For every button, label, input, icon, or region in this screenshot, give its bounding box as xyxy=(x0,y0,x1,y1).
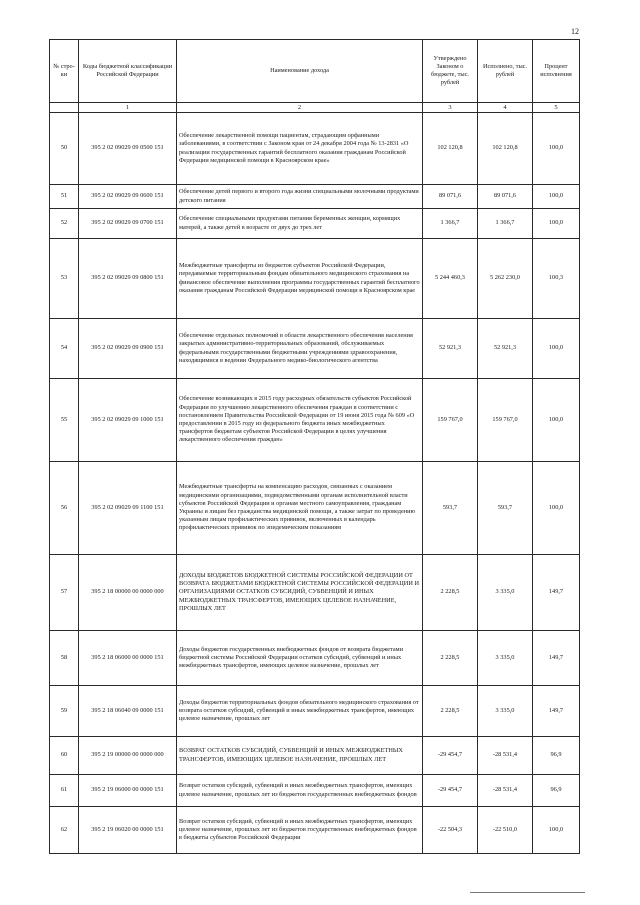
income-name: Межбюджетные трансферты на компенсацию расходов, связанных с оказанием медицинскими организациями, подведомственными органам исполнительной власти субъектов Российской Федерации и органам местного самоуправления, гражданам Украины и лицам без гражданства медицинской помощи, а также затрат по проведению указанным лицам профилактических прививок, включенных в календарь профилактических прививок по эпидемическим показаниям xyxy=(177,462,423,555)
header-approved: Утверждено Законом о бюджете, тыс. рублей xyxy=(423,40,478,103)
executed-value: -28 531,4 xyxy=(478,775,533,807)
budget-code: 395 2 02 09029 09 0900 151 xyxy=(79,319,177,379)
percent-value: 100,3 xyxy=(533,239,580,319)
header-executed: Исполнено, тыс. рублей xyxy=(478,40,533,103)
row-number: 62 xyxy=(50,807,79,854)
executed-value: 159 767,0 xyxy=(478,379,533,462)
approved-value: 593,7 xyxy=(423,462,478,555)
row-number: 56 xyxy=(50,462,79,555)
executed-value: 3 335,0 xyxy=(478,555,533,631)
percent-value: 100,0 xyxy=(533,807,580,854)
percent-value: 149,7 xyxy=(533,686,580,737)
approved-value: 52 921,3 xyxy=(423,319,478,379)
executed-value: -28 531,4 xyxy=(478,737,533,775)
row-number: 59 xyxy=(50,686,79,737)
approved-value: -29 454,7 xyxy=(423,775,478,807)
percent-value: 100,0 xyxy=(533,319,580,379)
executed-value: 52 921,3 xyxy=(478,319,533,379)
row-number: 52 xyxy=(50,209,79,239)
table-row xyxy=(50,555,580,631)
approved-value: 5 244 460,3 xyxy=(423,239,478,319)
index-cell: 2 xyxy=(177,103,423,113)
executed-value: -22 510,0 xyxy=(478,807,533,854)
table-row xyxy=(50,737,580,775)
header-budget-code: Коды бюджетной классификации Российской Федерации xyxy=(79,40,177,103)
approved-value: 2 228,5 xyxy=(423,555,478,631)
income-name: Возврат остатков субсидий, субвенций и иных межбюджетных трансфертов, имеющих целевое назначение, прошлых лет из бюджетов государственных внебюджетных фондов в бюджеты субъектов Российской Федерации xyxy=(177,807,423,854)
income-name: ВОЗВРАТ ОСТАТКОВ СУБСИДИЙ, СУБВЕНЦИЙ И ИНЫХ МЕЖБЮДЖЕТНЫХ ТРАНСФЕРТОВ, ИМЕЮЩИХ ЦЕЛЕВОЕ НАЗНАЧЕНИЕ, ПРОШЛЫХ ЛЕТ xyxy=(177,737,423,775)
executed-value: 102 120,8 xyxy=(478,113,533,185)
index-cell-blank xyxy=(50,103,79,113)
budget-code: 395 2 02 09029 09 0600 151 xyxy=(79,185,177,209)
approved-value: 102 120,8 xyxy=(423,113,478,185)
income-name: Обеспечение отдельных полномочий в области лекарственного обеспечения населения закрытых административно-территориальных образований, обслуживаемых федеральными государственными бюджетными учреждениями здравоохранения, находящимися в ведении Федерального медико-биологического агентства xyxy=(177,319,423,379)
income-name: Обеспечение возникающих в 2015 году расходных обязательств субъектов Российской Федерации по улучшению лекарственного обеспечения граждан в соответствии с постановлением Правительства Российской Федерации от 19 июня 2015 года № 609 «О предоставлении в 2015 году из федерального бюджета иных межбюджетных трансфертов бюджетам субъектов Российской Федерации в целях улучшения лекарственного обеспечения граждан» xyxy=(177,379,423,462)
index-cell: 5 xyxy=(533,103,580,113)
approved-value: 1 366,7 xyxy=(423,209,478,239)
approved-value: -22 504,3 xyxy=(423,807,478,854)
header-percent: Процент исполнения xyxy=(533,40,580,103)
executed-value: 3 335,0 xyxy=(478,631,533,686)
table-row xyxy=(50,239,580,319)
income-name: ДОХОДЫ БЮДЖЕТОВ БЮДЖЕТНОЙ СИСТЕМЫ РОССИЙСКОЙ ФЕДЕРАЦИИ ОТ ВОЗВРАТА БЮДЖЕТАМИ БЮДЖЕТНОЙ СИСТЕМЫ РОССИЙСКОЙ ФЕДЕРАЦИИ И ОРГАНИЗАЦИЯМИ ОСТАТКОВ СУБСИДИЙ, СУБВЕНЦИЙ И ИНЫХ МЕЖБЮДЖЕТНЫХ ТРАНСФЕРТОВ, ИМЕЮЩИХ ЦЕЛЕВОЕ НАЗНАЧЕНИЕ, ПРОШЛЫХ ЛЕТ xyxy=(177,555,423,631)
table-row xyxy=(50,462,580,555)
table-row xyxy=(50,631,580,686)
budget-code: 395 2 18 06040 09 0000 151 xyxy=(79,686,177,737)
approved-value: -29 454,7 xyxy=(423,737,478,775)
income-name: Обеспечение детей первого и второго года жизни специальными молочными продуктами детского питания xyxy=(177,185,423,209)
budget-code: 395 2 18 00000 00 0000 000 xyxy=(79,555,177,631)
income-name: Обеспечение лекарственной помощи пациентам, страдающим орфанными заболеваниями, в соответствии с Законом края от 24 декабря 2004 года № 13-2831 «О реализации государственных гарантий бесплатного оказания гражданам Российской Федерации медицинской помощи в Красноярском крае» xyxy=(177,113,423,185)
income-name: Межбюджетные трансферты из бюджетов субъектов Российской Федерации, передаваемые территориальным фондам обязательного медицинского страхования на финансовое обеспечение выполнения программы государственных гарантий бесплатного оказания гражданам Российской Федерации медицинской помощи в Красноярском крае xyxy=(177,239,423,319)
executed-value: 3 335,0 xyxy=(478,686,533,737)
budget-code: 395 2 18 06000 00 0000 151 xyxy=(79,631,177,686)
table-row xyxy=(50,113,580,185)
row-number: 51 xyxy=(50,185,79,209)
table-row xyxy=(50,775,580,807)
income-name: Возврат остатков субсидий, субвенций и иных межбюджетных трансфертов, имеющих целевое назначение, прошлых лет из бюджетов государственных внебюджетных фондов xyxy=(177,775,423,807)
budget-code: 395 2 19 06000 00 0000 151 xyxy=(79,775,177,807)
executed-value: 593,7 xyxy=(478,462,533,555)
approved-value: 2 228,5 xyxy=(423,686,478,737)
budget-code: 395 2 02 09029 09 0700 151 xyxy=(79,209,177,239)
percent-value: 96,9 xyxy=(533,737,580,775)
index-cell: 3 xyxy=(423,103,478,113)
executed-value: 5 262 230,0 xyxy=(478,239,533,319)
row-number: 50 xyxy=(50,113,79,185)
approved-value: 2 228,5 xyxy=(423,631,478,686)
budget-code: 395 2 19 06020 00 0000 151 xyxy=(79,807,177,854)
income-name: Доходы бюджетов государственных внебюджетных фондов от возврата бюджетами бюджетной системы Российской Федерации остатков субсидий, субвенций и иных межбюджетных трансфертов, имеющих целевое назначение, прошлых лет xyxy=(177,631,423,686)
row-number: 54 xyxy=(50,319,79,379)
header-row-number: № стро-ки xyxy=(50,40,79,103)
percent-value: 100,0 xyxy=(533,185,580,209)
percent-value: 96,9 xyxy=(533,775,580,807)
table-row xyxy=(50,379,580,462)
table-row xyxy=(50,319,580,379)
percent-value: 149,7 xyxy=(533,555,580,631)
percent-value: 149,7 xyxy=(533,631,580,686)
index-cell: 1 xyxy=(79,103,177,113)
row-number: 53 xyxy=(50,239,79,319)
percent-value: 100,0 xyxy=(533,209,580,239)
approved-value: 159 767,0 xyxy=(423,379,478,462)
percent-value: 100,0 xyxy=(533,379,580,462)
income-name: Обеспечение специальными продуктами питания беременных женщин, кормящих матерей, а также детей в возрасте от двух до трех лет xyxy=(177,209,423,239)
budget-code: 395 2 02 09029 09 1000 151 xyxy=(79,379,177,462)
row-number: 57 xyxy=(50,555,79,631)
index-cell: 4 xyxy=(478,103,533,113)
footer-line xyxy=(470,892,585,893)
table-row xyxy=(50,209,580,239)
budget-income-table xyxy=(49,39,580,854)
executed-value: 89 071,6 xyxy=(478,185,533,209)
row-number: 58 xyxy=(50,631,79,686)
row-number: 61 xyxy=(50,775,79,807)
budget-code: 395 2 19 00000 00 0000 000 xyxy=(79,737,177,775)
table-row xyxy=(50,185,580,209)
row-number: 60 xyxy=(50,737,79,775)
table-row xyxy=(50,807,580,854)
percent-value: 100,0 xyxy=(533,113,580,185)
approved-value: 89 071,6 xyxy=(423,185,478,209)
budget-code: 395 2 02 09029 09 1100 151 xyxy=(79,462,177,555)
row-number: 55 xyxy=(50,379,79,462)
table-row xyxy=(50,686,580,737)
executed-value: 1 366,7 xyxy=(478,209,533,239)
budget-code: 395 2 02 09029 09 0800 151 xyxy=(79,239,177,319)
budget-code: 395 2 02 09029 09 0500 151 xyxy=(79,113,177,185)
income-name: Доходы бюджетов территориальных фондов обязательного медицинского страхования от возврата остатков субсидий, субвенций и иных межбюджетных трансфертов, имеющих целевое назначение, прошлых лет xyxy=(177,686,423,737)
percent-value: 100,0 xyxy=(533,462,580,555)
header-income-name: Наименование дохода xyxy=(177,40,423,103)
page-number: 12 xyxy=(571,27,579,36)
